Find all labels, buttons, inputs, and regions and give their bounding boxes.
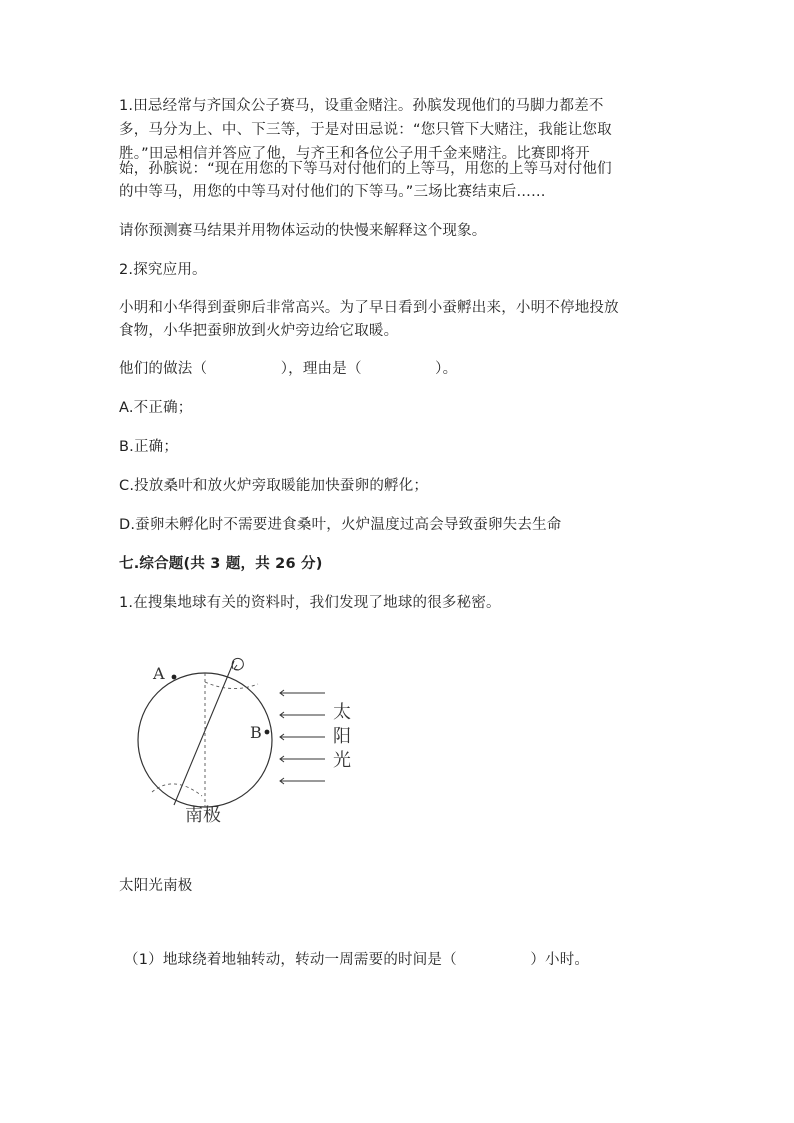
sun-ray-arrows bbox=[280, 690, 325, 784]
q2-option-a: A.不正确； bbox=[119, 400, 193, 416]
point-a-dot bbox=[172, 675, 177, 680]
label-a: A bbox=[153, 664, 165, 683]
q1-line-4: 始，孙膑说：“现在用您的下等马对付他们的上等马，用您的上等马对付他们 bbox=[119, 161, 612, 177]
q1-line-2: 多，马分为上、中、下三等，于是对田忌说：“您只管下大赌注，我能让您取 bbox=[119, 122, 612, 138]
section7-heading: 七.综合题(共 3 题，共 26 分) bbox=[119, 556, 323, 572]
q2-question: 他们的做法（ ），理由是（ ）。 bbox=[119, 361, 458, 377]
earth-axis bbox=[174, 661, 234, 805]
section7-q1: 1.在搜集地球有关的资料时，我们发现了地球的很多秘密。 bbox=[119, 595, 501, 611]
q1-line-3: 胜。”田忌相信并答应了他，与齐王和各位公子用千金来赌注。比赛即将开 bbox=[119, 146, 590, 162]
q2-title: 2.探究应用。 bbox=[119, 262, 207, 278]
q1-prompt: 请你预测赛马结果并用物体运动的快慢来解释这个现象。 bbox=[119, 223, 487, 239]
q2-option-d: D.蚕卵未孵化时不需要进食桑叶，火炉温度过高会导致蚕卵失去生命 bbox=[119, 517, 562, 533]
q2-line-2: 食物，小华把蚕卵放到火炉旁边给它取暖。 bbox=[119, 323, 399, 339]
arctic-circle bbox=[205, 682, 258, 689]
q1-line-5: 的中等马，用您的中等马对付他们的下等马。”三场比赛结束后…… bbox=[119, 184, 546, 200]
label-sun-2: 阳 bbox=[333, 726, 351, 747]
q2-option-c: C.投放桑叶和放火炉旁取暖能加快蚕卵的孵化； bbox=[119, 478, 429, 494]
label-sun-1: 太 bbox=[333, 702, 351, 723]
point-b-dot bbox=[265, 730, 270, 735]
q2-line-1: 小明和小华得到蚕卵后非常高兴。为了早日看到小蚕孵出来，小明不停地投放 bbox=[119, 300, 619, 316]
q2-option-b: B.正确； bbox=[119, 439, 179, 455]
rotation-arrowhead-icon bbox=[234, 665, 239, 670]
label-b: B bbox=[250, 723, 262, 742]
figure-caption: 太阳光南极 bbox=[119, 878, 193, 894]
label-sun-3: 光 bbox=[333, 750, 351, 771]
q1-line-1: 1.田忌经常与齐国众公子赛马，设重金赌注。孙膑发现他们的马脚力都差不 bbox=[119, 98, 604, 114]
earth-figure bbox=[130, 652, 390, 827]
label-south-pole: 南极 bbox=[185, 805, 221, 826]
rotation-arrow-icon bbox=[232, 658, 243, 670]
subquestion-1: （1）地球绕着地轴转动，转动一周需要的时间是（ ）小时。 bbox=[124, 952, 590, 968]
